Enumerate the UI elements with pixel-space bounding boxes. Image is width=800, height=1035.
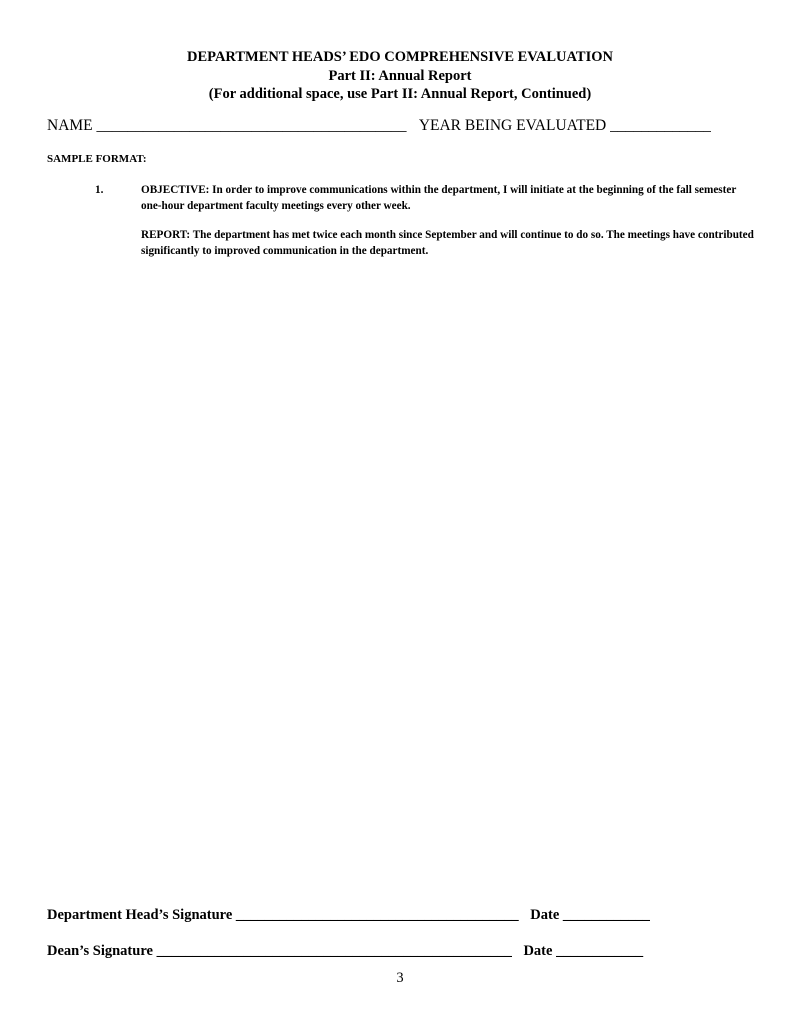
objective-text: OBJECTIVE: In order to improve communications within the department, I will initiate at the beginning of the fall semester one-hour department faculty meetings every other week.	[141, 184, 737, 212]
sample-format-label: SAMPLE FORMAT:	[47, 153, 147, 165]
document-header	[0, 48, 800, 104]
name-label: NAME	[47, 117, 93, 134]
report-text: REPORT: The department has met twice each month since September and will continue to do so. The meetings have contributed significantly to improved communication in the department.	[141, 229, 754, 257]
page-number: 3	[396, 970, 404, 986]
sample-item	[95, 183, 755, 273]
additional-space-note: (For additional space, use Part II: Annual Report, Continued)	[208, 86, 592, 102]
year-label: YEAR BEING EVALUATED	[418, 117, 607, 134]
dean-date-label: Date	[523, 943, 553, 959]
dept-head-signature-label: Department Head’s Signature	[47, 907, 233, 923]
year-line[interactable]: _____________	[610, 117, 711, 134]
dean-signature-label: Dean’s Signature	[47, 943, 153, 959]
dept-head-signature-row	[47, 907, 650, 924]
document-subtitle: Part II: Annual Report	[328, 67, 472, 84]
dept-head-signature-line[interactable]: _______________________________________	[235, 907, 519, 923]
name-year-row	[47, 117, 767, 135]
dept-head-date-label: Date	[530, 907, 560, 923]
dean-signature-line[interactable]: _________________________________________________	[156, 943, 512, 959]
name-line[interactable]: ________________________________________	[96, 117, 407, 134]
dean-date-line[interactable]: ____________	[556, 943, 644, 959]
document-title: DEPARTMENT HEADS’ EDO COMPREHENSIVE EVALUATION	[187, 49, 613, 65]
dept-head-date-line[interactable]: ____________	[562, 907, 650, 923]
dean-signature-row	[47, 943, 643, 960]
item-number: 1.	[95, 184, 104, 196]
